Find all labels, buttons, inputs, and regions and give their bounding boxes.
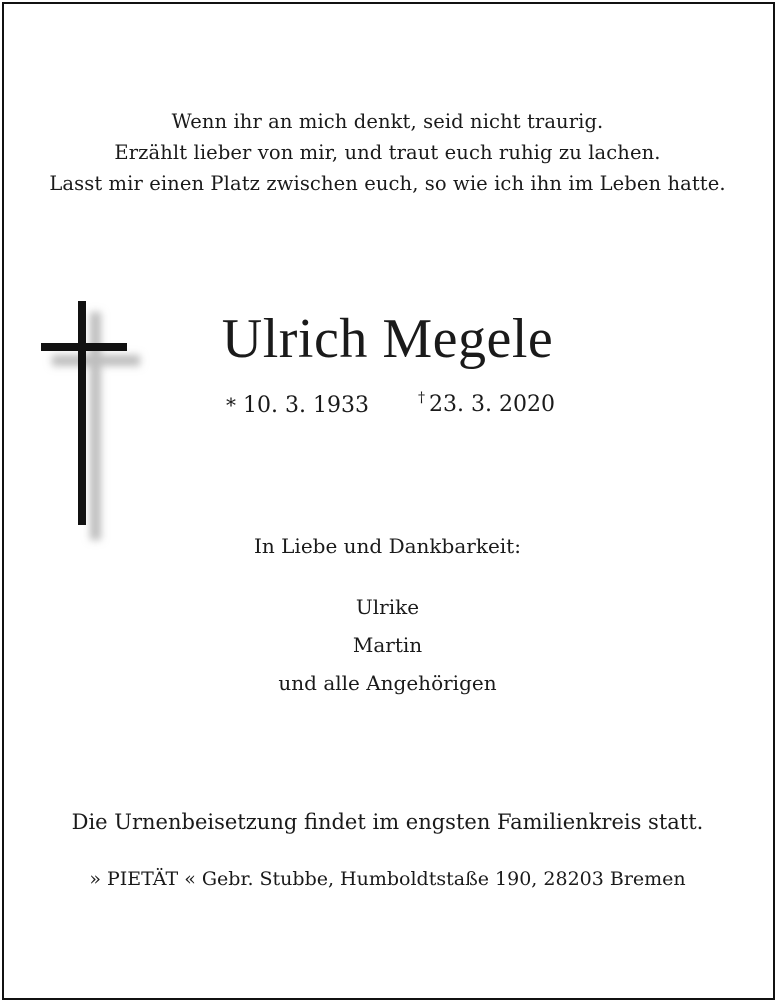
poem-line: Lasst mir einen Platz zwischen euch, so wie ich ihn im Leben hatte. (49, 172, 726, 195)
death-date-line (418, 390, 555, 422)
deceased-name: Ulrich Megele (221, 308, 554, 370)
family-member: und alle Angehörigen (278, 671, 497, 695)
poem-line: Erzählt lieber von mir, und traut euch ruhig zu lachen. (114, 141, 661, 164)
birth-date: 10. 3. 1933 (243, 393, 369, 418)
cross-icon (0, 0, 160, 560)
birth-symbol: * (226, 393, 236, 417)
family-member: Martin (352, 633, 423, 657)
death-symbol: † (418, 390, 425, 406)
death-date: 23. 3. 2020 (429, 392, 555, 417)
poem-line: Wenn ihr an mich denkt, seid nicht traurig. (171, 110, 604, 133)
burial-notice: Die Urnenbeisetzung findet im engsten Familienkreis statt. (71, 810, 704, 834)
birth-date-line (226, 390, 369, 421)
undertaker-line: » PIETÄT « Gebr. Stubbe, Humboldtstaße 190, 28203 Bremen (89, 868, 686, 890)
family-member: Ulrike (355, 595, 420, 619)
family-list (0, 588, 775, 702)
dedication: In Liebe und Dankbarkeit: (254, 534, 521, 558)
